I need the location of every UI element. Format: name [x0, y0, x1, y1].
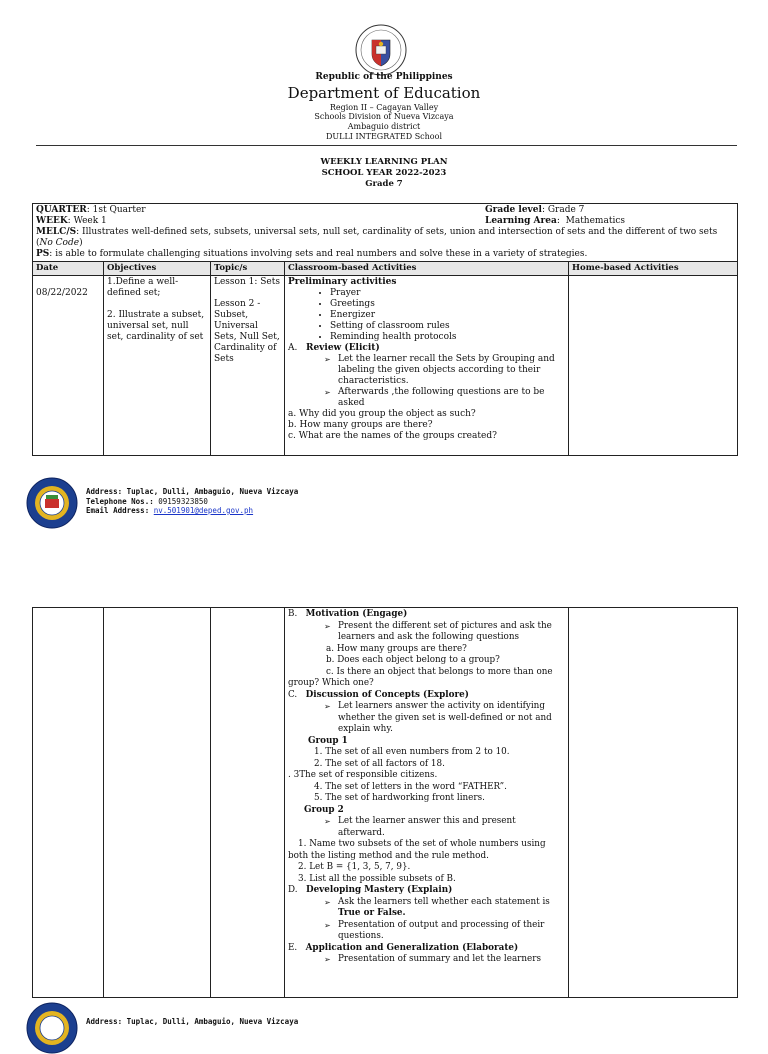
- list-item: 2. The set of all factors of 18.: [314, 758, 445, 769]
- list-item: 5. The set of hardworking front liners.: [314, 793, 485, 803]
- grade-level-field: Grade level: Grade 7: [485, 205, 585, 215]
- motivation-question: c. Is there an object that belongs to more than one group? Which one?: [288, 666, 553, 688]
- discussion-list: [288, 701, 565, 736]
- weekly-plan-table-continued: [32, 607, 738, 998]
- list-item: 3. List all the possible subsets of B.: [298, 873, 456, 884]
- review-heading: A. Review (Elicit): [288, 343, 380, 353]
- list-item: ➢ Present the different set of pictures and ask the learners and ask the following questions: [338, 621, 565, 644]
- email-link[interactable]: nv.501901@deped.gov.ph: [153, 506, 254, 515]
- list-item: ➢ Let the learner recall the Sets by Grouping and labeling the given objects according to their characteristics.: [338, 354, 565, 387]
- department-heading: Department of Education: [287, 84, 481, 102]
- info-row: [33, 204, 738, 262]
- col-classroom-activities: Classroom-based Activities: [285, 262, 569, 276]
- list-item: ➢ Ask the learners tell whether each statement is True or False.: [338, 897, 565, 920]
- school-line: DULLI INTEGRATED School: [325, 132, 442, 141]
- col-objectives: Objectives: [104, 262, 211, 276]
- footer-email: Email Address: nv.501901@deped.gov.ph: [86, 506, 254, 515]
- home-activities-cell: [569, 608, 738, 998]
- list-item: • Setting of classroom rules: [330, 321, 565, 332]
- list-item: 1. The set of all even numbers from 2 to 10.: [314, 747, 510, 757]
- objectives-cell: 1.Define a well-defined set; 2. Illustrate a subset, universal set, null set, cardinality of set: [104, 276, 211, 456]
- application-heading: E. Application and Generalization (Elaborate): [288, 942, 519, 953]
- table-row: [33, 276, 738, 456]
- footer-telephone: Telephone Nos.: 09159323850: [86, 496, 208, 506]
- review-question: b. How many groups are there?: [288, 420, 433, 430]
- list-item: 1. Name two subsets of the set of whole numbers using both the listing method and the rule method.: [288, 839, 546, 861]
- group2-title: Group 2: [304, 804, 344, 815]
- preliminary-title: Preliminary activities: [288, 277, 397, 287]
- date-cell: 08/22/2022: [33, 276, 104, 456]
- quarter-field: QUARTER: 1st Quarter: [36, 205, 146, 215]
- plan-grade: Grade 7: [365, 179, 403, 189]
- list-item: ➢ Let learners answer the activity on identifying whether the given set is well-defined or not and explain why.: [338, 701, 565, 736]
- list-item: • Greetings: [330, 299, 565, 310]
- list-item: • Energizer: [330, 310, 565, 321]
- list-item: ➢ Let the learner answer this and present afterward.: [338, 816, 565, 839]
- division-line: Schools Division of Nueva Vizcaya: [314, 112, 454, 121]
- deped-seal-logo: [355, 24, 407, 76]
- topics-cell: Lesson 1: Sets Lesson 2 - Subset, Universal Sets, Null Set, Cardinality of Sets: [211, 276, 285, 456]
- col-topics: Topic/s: [211, 262, 285, 276]
- group2-list: [288, 816, 565, 839]
- motivation-list: [288, 621, 565, 644]
- list-item: . 3The set of responsible citizens.: [288, 770, 438, 780]
- col-date: Date: [33, 262, 104, 276]
- motivation-question: b. Does each object belong to a group?: [326, 655, 500, 665]
- objectives-cell: [104, 608, 211, 998]
- date-cell: [33, 608, 104, 998]
- region-line: Region II – Cagayan Valley: [329, 103, 439, 112]
- plan-title: WEEKLY LEARNING PLAN: [320, 157, 448, 167]
- review-question: a. Why did you group the object as such?: [288, 409, 476, 419]
- list-item: ➢ Afterwards ,the following questions are to be asked: [338, 387, 565, 409]
- classroom-activities-cell: [285, 276, 569, 456]
- week-field: WEEK: Week 1: [36, 216, 107, 226]
- ps-field: PS: is able to formulate challenging situations involving sets and real numbers and solve these in a variety of strategies.: [36, 249, 588, 259]
- column-header-row: [33, 262, 738, 276]
- school-year: SCHOOL YEAR 2022-2023: [321, 168, 447, 178]
- list-item: • Prayer: [330, 288, 565, 299]
- motivation-question: a. How many groups are there?: [326, 643, 467, 654]
- application-list: [288, 954, 565, 966]
- list-item: ➢ Presentation of output and processing of their questions.: [338, 920, 565, 943]
- melcs-field: MELC/S: Illustrates well-defined sets, subsets, universal sets, null set, cardinality of sets, union and intersection of sets and the different of two sets (No Code): [36, 227, 718, 248]
- home-activities-cell: [569, 276, 738, 456]
- preliminary-list: [288, 288, 565, 343]
- topics-cell: [211, 608, 285, 998]
- table-row: [33, 608, 738, 998]
- footer-contact: [86, 487, 298, 516]
- learning-area-field: Learning Area: Mathematics: [485, 216, 625, 226]
- group1-title: Group 1: [308, 735, 348, 746]
- list-item: • Reminding health protocols: [330, 332, 565, 343]
- list-item: 2. Let B = {1, 3, 5, 7, 9}.: [298, 862, 411, 872]
- review-list: [288, 354, 565, 409]
- quarter-value: 1st Quarter: [92, 205, 146, 215]
- school-seal-logo: [26, 477, 78, 529]
- weekly-plan-table: [32, 203, 738, 456]
- col-home-activities: Home-based Activities: [569, 262, 738, 276]
- footer-address: Address: Tuplac, Dulli, Ambaguio, Nueva Vizcaya: [86, 487, 299, 496]
- list-item: 4. The set of letters in the word “FATHER”.: [314, 781, 507, 792]
- republic-heading: Republic of the Philippines: [315, 72, 453, 82]
- discussion-heading: C. Discussion of Concepts (Explore): [288, 689, 469, 700]
- header-divider: [36, 145, 737, 146]
- district-line: Ambaguio district: [347, 122, 421, 131]
- classroom-activities-cell: [285, 608, 569, 998]
- mastery-heading: D. Developing Mastery (Explain): [288, 885, 453, 895]
- motivation-heading: B. Motivation (Engage): [288, 609, 408, 619]
- footer-address: Address: Tuplac, Dulli, Ambaguio, Nueva Vizcaya: [86, 1017, 299, 1026]
- school-seal-logo: [26, 1002, 78, 1054]
- mastery-list: [288, 897, 565, 943]
- list-item: ➢ Presentation of summary and let the learners: [338, 954, 565, 966]
- review-question: c. What are the names of the groups created?: [288, 431, 497, 441]
